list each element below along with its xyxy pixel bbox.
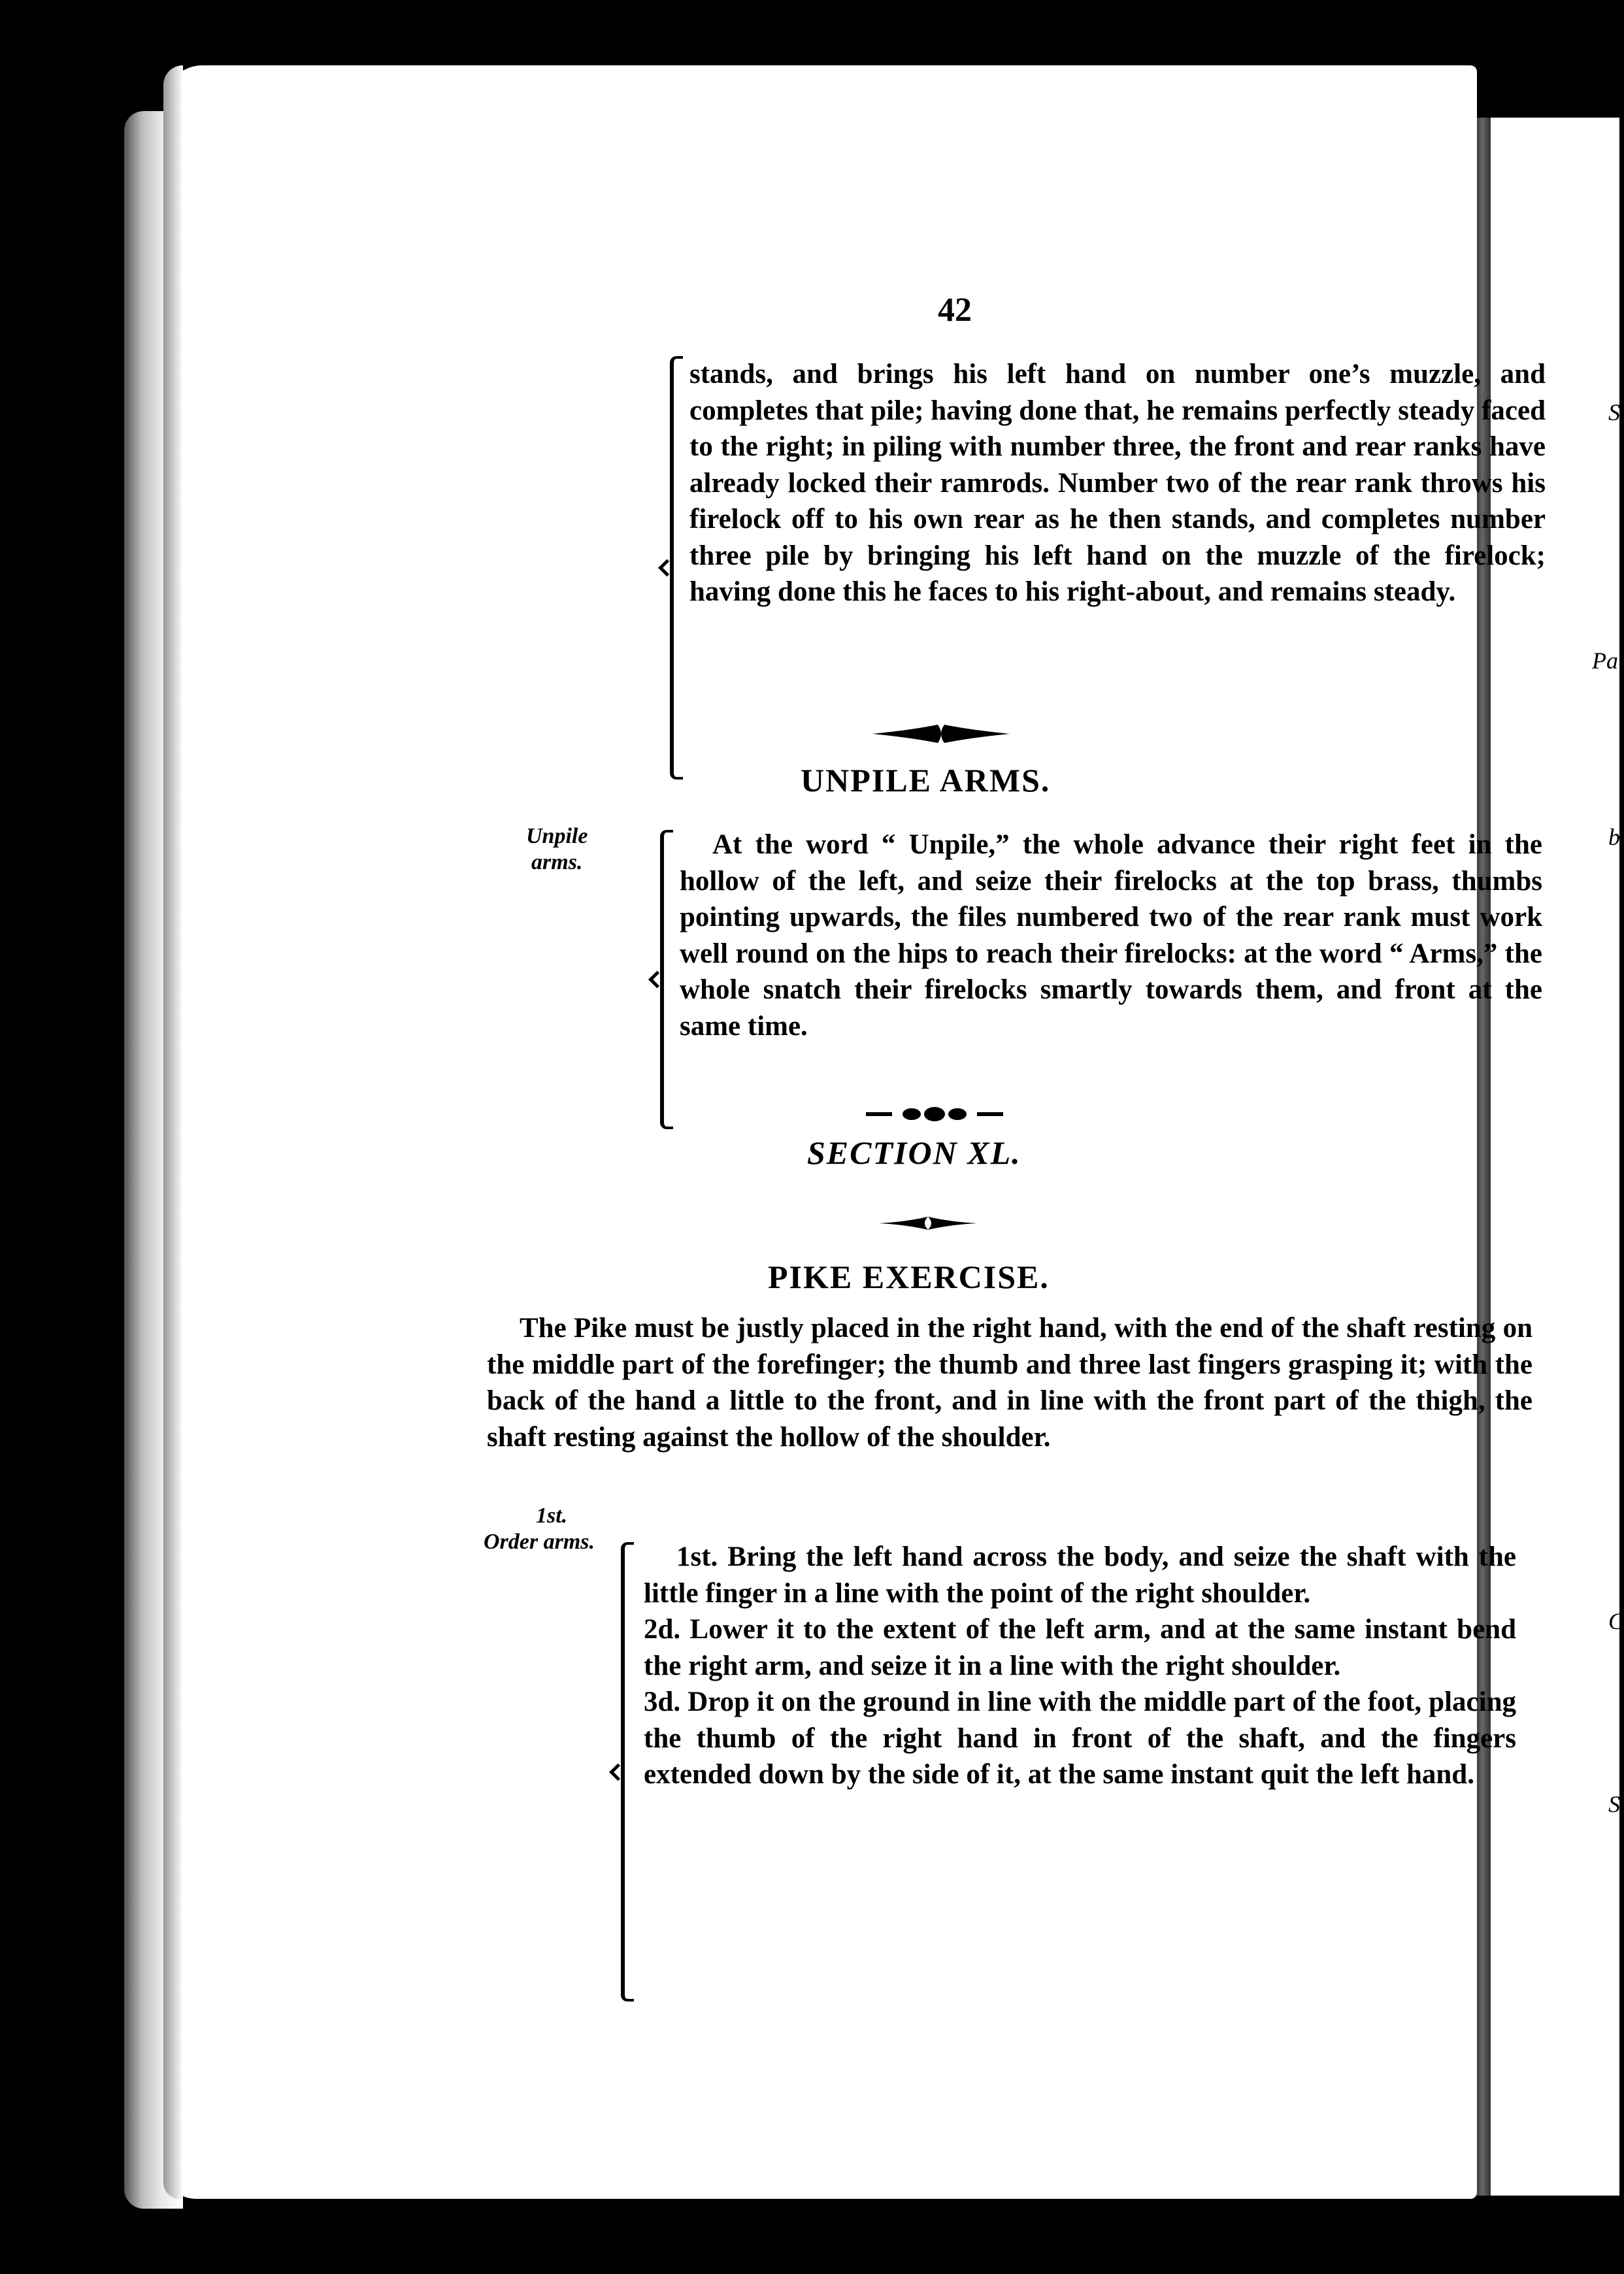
brace bbox=[670, 356, 683, 780]
paragraph-text: stands, and brings his left hand on number one’s muzzle, and completes that pile; having done that, he remains perfectly steady faced to the right; in piling with number three, the front and rear ranks have already locked their ramrods. Number two of the rear rank throws his firelock off to his own rear as he then stands, and completes number three pile by bringing his left hand on the muzzle of the firelock; having done this he faces to his right-about, and remains steady. bbox=[689, 359, 1546, 607]
order-arms-steps bbox=[644, 1539, 1516, 1793]
ornament-divider bbox=[879, 1215, 977, 1231]
continuation-paragraph bbox=[689, 356, 1546, 610]
book-page bbox=[163, 65, 1546, 2199]
facing-page-fragment: S bbox=[1608, 1791, 1620, 1817]
page-text bbox=[163, 65, 1546, 2199]
step-paragraph: 1st. Bring the left hand across the body, and seize the shaft with the little finger in a line with the point of the right shoulder. bbox=[644, 1541, 1516, 1609]
ornament-divider bbox=[866, 1104, 1003, 1124]
unpile-paragraph: At the word “ Unpile,” the whole advance their right feet in the hollow of the left, and seize their firelocks at the top brass, thumbs pointing upwards, the files numbered two of the rear rank must work well round on the hips to reach their firelocks: at the word “ Arms,” the whole snatch their firelocks smartly towards them, and front at the same time. bbox=[680, 829, 1542, 1042]
facing-page-fragment: Pa bbox=[1592, 648, 1618, 674]
margin-note-line: Order arms. bbox=[484, 1530, 595, 1554]
facing-page-fragment: b bbox=[1608, 824, 1620, 850]
pike-exercise-heading: PIKE EXERCISE. bbox=[768, 1259, 1050, 1295]
margin-note-order-arms bbox=[484, 1503, 595, 1555]
facing-page-fragment: S bbox=[1608, 399, 1620, 425]
margin-note-line: 1st. bbox=[536, 1504, 568, 1528]
pike-intro-paragraph: The Pike must be justly placed in the right hand, with the end of the shaft resting on the middle part of the forefinger; the thumb and three last fingers grasping it; with the back of the hand a little to the front, and in line with the front part of the thigh, the shaft resting against the hollow of the shoulder. bbox=[487, 1313, 1533, 1453]
brace bbox=[621, 1542, 634, 2002]
ornament-divider bbox=[872, 722, 1010, 746]
margin-note-line: Unpile bbox=[526, 824, 588, 848]
step-paragraph: 3d. Drop it on the ground in line with the middle part of the foot, placing the thumb of the right hand in front of the shaft, and the fingers extended down by the side of it, at the same instant quit the left hand. bbox=[644, 1687, 1516, 1790]
page-number: 42 bbox=[938, 291, 972, 329]
unpile-arms-heading: UNPILE ARMS. bbox=[801, 762, 1051, 799]
facing-page-fragment: C bbox=[1608, 1608, 1624, 1634]
brace bbox=[660, 830, 673, 1129]
margin-note-line: arms. bbox=[531, 850, 583, 874]
section-heading: SECTION XL. bbox=[807, 1134, 1021, 1171]
step-paragraph: 2d. Lower it to the extent of the left arm, and at the same instant bend the right arm, and seize it in a line with the right shoulder. bbox=[644, 1614, 1516, 1681]
margin-note-unpile bbox=[526, 823, 588, 876]
